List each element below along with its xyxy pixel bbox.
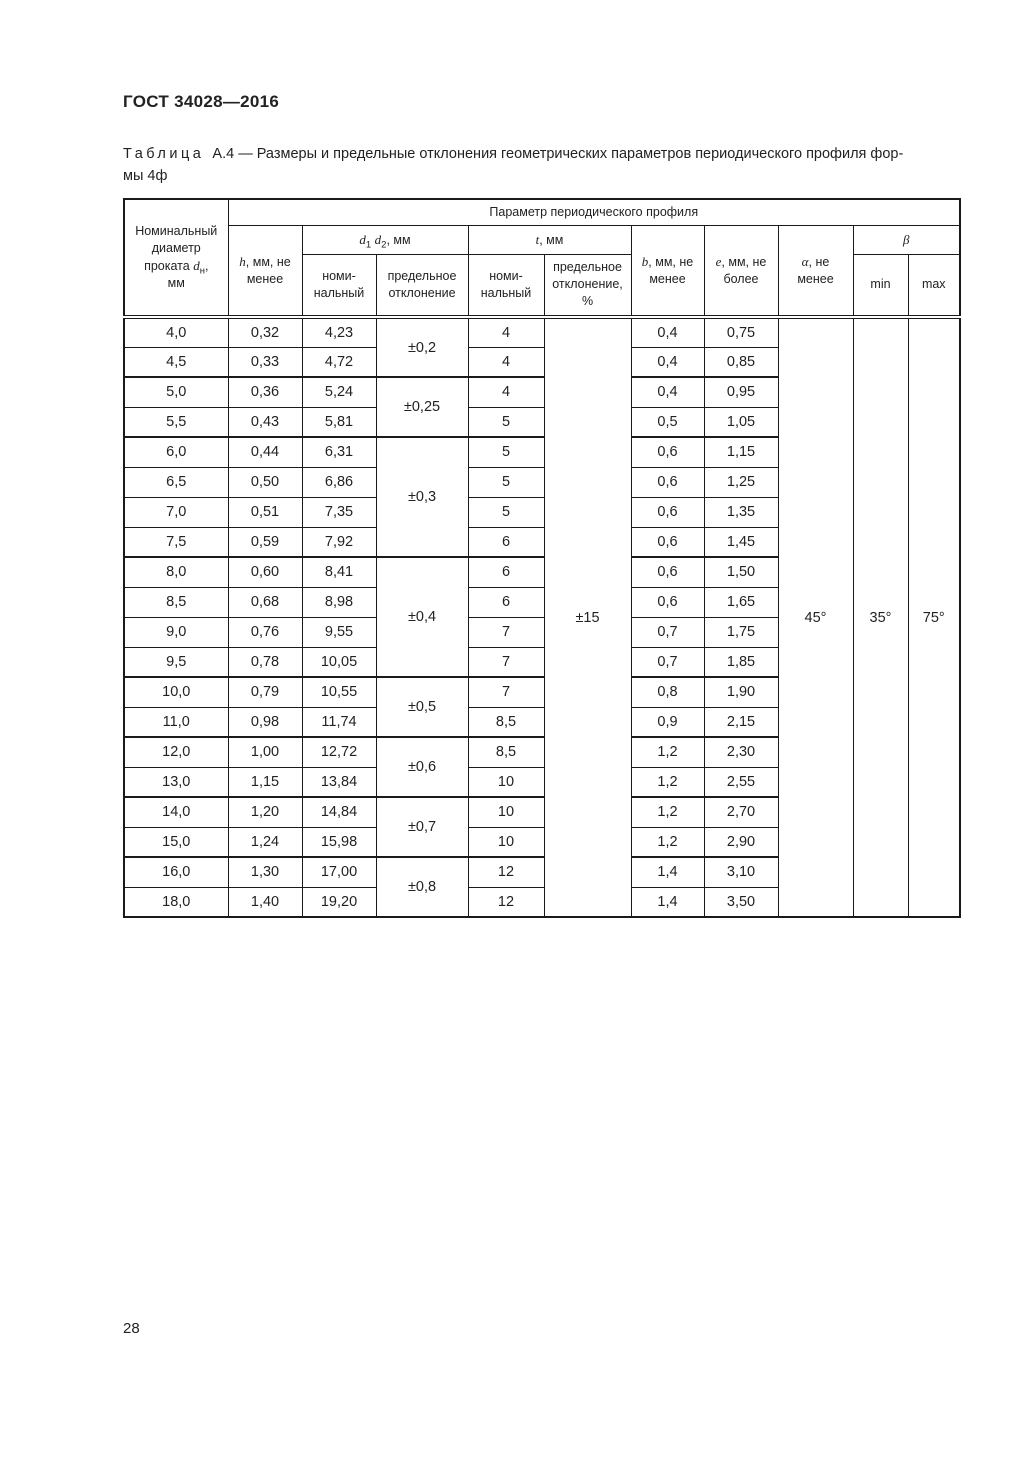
cell-e-max: 1,75: [704, 617, 778, 647]
cell-h-min: 1,15: [228, 767, 302, 797]
cell-e-max: 2,30: [704, 737, 778, 767]
cell-h-min: 1,30: [228, 857, 302, 887]
cell-t-nominal: 7: [468, 677, 544, 707]
cell-b-min: 0,4: [631, 377, 704, 407]
cell-d-deviation: ±0,3: [376, 437, 468, 557]
cell-d-nominal: 19,20: [302, 887, 376, 917]
cell-diameter: 14,0: [124, 797, 228, 827]
table-head: [124, 199, 960, 317]
cell-h-min: 1,20: [228, 797, 302, 827]
cell-t-nominal: 10: [468, 767, 544, 797]
cell-h-min: 0,33: [228, 347, 302, 377]
cell-d-nominal: 8,41: [302, 557, 376, 587]
header-t-nominal: номи- нальный: [468, 254, 544, 317]
header-t-group: t, мм: [468, 225, 631, 254]
cell-t-nominal: 10: [468, 797, 544, 827]
cell-d-nominal: 12,72: [302, 737, 376, 767]
cell-h-min: 0,51: [228, 497, 302, 527]
cell-diameter: 7,0: [124, 497, 228, 527]
cell-b-min: 0,5: [631, 407, 704, 437]
cell-d-nominal: 6,31: [302, 437, 376, 467]
cell-e-max: 3,50: [704, 887, 778, 917]
header-beta-min: min: [853, 254, 908, 317]
cell-t-deviation: ±15: [544, 317, 631, 917]
cell-t-nominal: 12: [468, 857, 544, 887]
cell-d-nominal: 17,00: [302, 857, 376, 887]
table-row: [124, 317, 960, 347]
header-b: b, мм, не менее: [631, 225, 704, 317]
cell-d-nominal: 14,84: [302, 797, 376, 827]
cell-t-nominal: 6: [468, 557, 544, 587]
cell-e-max: 2,70: [704, 797, 778, 827]
cell-d-deviation: ±0,7: [376, 797, 468, 857]
cell-b-min: 0,4: [631, 347, 704, 377]
cell-b-min: 1,2: [631, 767, 704, 797]
cell-diameter: 8,0: [124, 557, 228, 587]
cell-t-nominal: 7: [468, 617, 544, 647]
cell-b-min: 0,6: [631, 587, 704, 617]
cell-diameter: 9,5: [124, 647, 228, 677]
cell-b-min: 0,6: [631, 437, 704, 467]
table-title-text-line1: — Размеры и предельные отклонения геометрических параметров периодического профиля фор-: [238, 146, 904, 162]
cell-e-max: 1,35: [704, 497, 778, 527]
cell-diameter: 16,0: [124, 857, 228, 887]
cell-t-nominal: 4: [468, 317, 544, 347]
cell-t-nominal: 12: [468, 887, 544, 917]
header-row-1: [124, 199, 960, 225]
cell-d-nominal: 4,72: [302, 347, 376, 377]
cell-b-min: 1,2: [631, 737, 704, 767]
cell-e-max: 2,90: [704, 827, 778, 857]
cell-b-min: 0,6: [631, 557, 704, 587]
cell-t-nominal: 8,5: [468, 707, 544, 737]
cell-e-max: 0,85: [704, 347, 778, 377]
cell-e-max: 1,50: [704, 557, 778, 587]
header-row-2: [124, 225, 960, 254]
cell-e-max: 0,75: [704, 317, 778, 347]
cell-h-min: 0,60: [228, 557, 302, 587]
cell-d-deviation: ±0,25: [376, 377, 468, 437]
cell-d-nominal: 7,35: [302, 497, 376, 527]
cell-diameter: 5,5: [124, 407, 228, 437]
cell-e-max: 1,15: [704, 437, 778, 467]
cell-e-max: 0,95: [704, 377, 778, 407]
cell-beta-min: 35°: [853, 317, 908, 917]
cell-t-nominal: 4: [468, 347, 544, 377]
cell-d-deviation: ±0,6: [376, 737, 468, 797]
cell-d-nominal: 6,86: [302, 467, 376, 497]
cell-diameter: 4,5: [124, 347, 228, 377]
cell-e-max: 2,55: [704, 767, 778, 797]
profile-parameters-table: [123, 198, 961, 918]
cell-diameter: 18,0: [124, 887, 228, 917]
header-beta-group: β: [853, 225, 960, 254]
header-d-nominal: номи- нальный: [302, 254, 376, 317]
cell-h-min: 1,24: [228, 827, 302, 857]
header-t-deviation: предельное отклонение, %: [544, 254, 631, 317]
cell-diameter: 10,0: [124, 677, 228, 707]
cell-t-nominal: 5: [468, 407, 544, 437]
cell-h-min: 0,50: [228, 467, 302, 497]
cell-t-nominal: 5: [468, 497, 544, 527]
cell-d-deviation: ±0,5: [376, 677, 468, 737]
cell-diameter: 7,5: [124, 527, 228, 557]
cell-b-min: 0,4: [631, 317, 704, 347]
cell-d-nominal: 10,55: [302, 677, 376, 707]
cell-h-min: 0,68: [228, 587, 302, 617]
cell-b-min: 1,2: [631, 797, 704, 827]
cell-h-min: 0,79: [228, 677, 302, 707]
cell-diameter: 8,5: [124, 587, 228, 617]
cell-b-min: 0,6: [631, 497, 704, 527]
table-title-word: Таблица: [123, 146, 205, 162]
header-h: h, мм, не менее: [228, 225, 302, 317]
cell-d-deviation: ±0,2: [376, 317, 468, 377]
table-title: [123, 144, 973, 188]
cell-d-nominal: 7,92: [302, 527, 376, 557]
cell-t-nominal: 5: [468, 467, 544, 497]
cell-d-nominal: 5,81: [302, 407, 376, 437]
cell-t-nominal: 6: [468, 587, 544, 617]
cell-diameter: 9,0: [124, 617, 228, 647]
cell-e-max: 1,05: [704, 407, 778, 437]
cell-diameter: 6,5: [124, 467, 228, 497]
cell-h-min: 0,78: [228, 647, 302, 677]
header-e: e, мм, не более: [704, 225, 778, 317]
cell-e-max: 1,25: [704, 467, 778, 497]
cell-h-min: 1,40: [228, 887, 302, 917]
cell-e-max: 2,15: [704, 707, 778, 737]
page-number: 28: [123, 1320, 140, 1337]
header-alpha: α, не менее: [778, 225, 853, 317]
cell-h-min: 0,44: [228, 437, 302, 467]
cell-diameter: 5,0: [124, 377, 228, 407]
table-title-text-line2: мы 4ф: [123, 167, 168, 184]
cell-h-min: 0,59: [228, 527, 302, 557]
table-title-number: А.4: [212, 146, 235, 162]
cell-e-max: 1,90: [704, 677, 778, 707]
cell-d-nominal: 9,55: [302, 617, 376, 647]
cell-b-min: 0,7: [631, 617, 704, 647]
cell-t-nominal: 6: [468, 527, 544, 557]
cell-h-min: 0,98: [228, 707, 302, 737]
cell-b-min: 0,6: [631, 467, 704, 497]
cell-h-min: 1,00: [228, 737, 302, 767]
cell-diameter: 15,0: [124, 827, 228, 857]
cell-d-nominal: 8,98: [302, 587, 376, 617]
cell-diameter: 4,0: [124, 317, 228, 347]
cell-d-deviation: ±0,8: [376, 857, 468, 917]
cell-t-nominal: 5: [468, 437, 544, 467]
cell-d-nominal: 11,74: [302, 707, 376, 737]
header-param-group: Параметр периодического профиля: [228, 199, 960, 225]
cell-d-nominal: 10,05: [302, 647, 376, 677]
document-standard-number: ГОСТ 34028—2016: [123, 92, 280, 111]
header-diameter: Номинальный диаметр проката $d_н$, мм: [124, 199, 228, 317]
cell-d-nominal: 15,98: [302, 827, 376, 857]
cell-t-nominal: 8,5: [468, 737, 544, 767]
cell-b-min: 1,2: [631, 827, 704, 857]
cell-b-min: 0,7: [631, 647, 704, 677]
cell-h-min: 0,76: [228, 617, 302, 647]
cell-alpha-min: 45°: [778, 317, 853, 917]
cell-e-max: 1,65: [704, 587, 778, 617]
cell-b-min: 1,4: [631, 887, 704, 917]
cell-b-min: 0,8: [631, 677, 704, 707]
cell-diameter: 11,0: [124, 707, 228, 737]
cell-b-min: 0,6: [631, 527, 704, 557]
cell-d-nominal: 5,24: [302, 377, 376, 407]
cell-b-min: 1,4: [631, 857, 704, 887]
cell-diameter: 13,0: [124, 767, 228, 797]
header-beta-max: max: [908, 254, 960, 317]
cell-e-max: 3,10: [704, 857, 778, 887]
header-d-deviation: предельное отклонение: [376, 254, 468, 317]
cell-beta-max: 75°: [908, 317, 960, 917]
cell-e-max: 1,45: [704, 527, 778, 557]
cell-h-min: 0,36: [228, 377, 302, 407]
cell-h-min: 0,32: [228, 317, 302, 347]
cell-h-min: 0,43: [228, 407, 302, 437]
cell-d-nominal: 4,23: [302, 317, 376, 347]
cell-t-nominal: 10: [468, 827, 544, 857]
cell-d-nominal: 13,84: [302, 767, 376, 797]
cell-diameter: 6,0: [124, 437, 228, 467]
header-d-group: $d_1$ $d_2$, мм: [302, 225, 468, 254]
cell-diameter: 12,0: [124, 737, 228, 767]
cell-b-min: 0,9: [631, 707, 704, 737]
cell-t-nominal: 7: [468, 647, 544, 677]
cell-e-max: 1,85: [704, 647, 778, 677]
cell-t-nominal: 4: [468, 377, 544, 407]
table-body: [124, 317, 960, 917]
cell-d-deviation: ±0,4: [376, 557, 468, 677]
